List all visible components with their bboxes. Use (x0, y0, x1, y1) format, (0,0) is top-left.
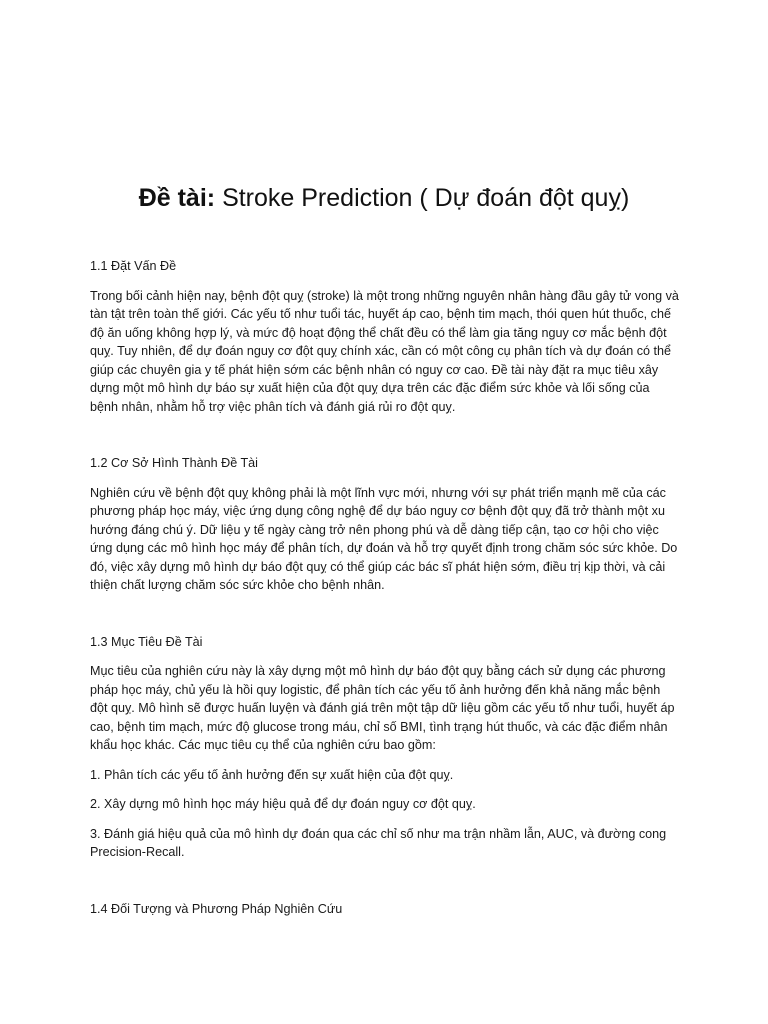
objective-item: 2. Xây dựng mô hình học máy hiệu quả để dự đoán nguy cơ đột quỵ. (90, 797, 476, 811)
section-1-1 (90, 257, 680, 416)
section-heading: 1.4 Đối Tượng và Phương Pháp Nghiên Cứu (90, 901, 343, 916)
section-1-4 (90, 900, 680, 919)
section-1-3 (90, 633, 680, 862)
section-heading: 1.3 Mục Tiêu Đề Tài (90, 634, 203, 649)
objective-item: 3. Đánh giá hiệu quả của mô hình dự đoán qua các chỉ số như ma trận nhầm lẫn, AUC, và đường cong Precision-Recall. (90, 826, 667, 859)
objective-item: 1. Phân tích các yếu tố ảnh hưởng đến sự xuất hiện của đột quỵ. (90, 767, 454, 782)
title-label: Đề tài: (138, 184, 216, 212)
section-paragraph: Mục tiêu của nghiên cứu này là xây dựng một mô hình dự báo đột quỵ bằng cách sử dụng các phương pháp học máy, chủ yếu là hồi quy logistic, để phân tích các yếu tố ảnh hưởng đến khả năng mắc bệnh đột quỵ. Mô hình sẽ được huấn luyện và đánh giá trên một tập dữ liệu gồm các yếu tố như tuổi, huyết áp cao, bệnh tim mạch, mức độ glucose trong máu, chỉ số BMI, tình trạng hút thuốc, và các đặc điểm nhân khẩu học khác. Các mục tiêu cụ thể của nghiên cứu bao gồm: (90, 664, 675, 752)
section-paragraph: Nghiên cứu về bệnh đột quỵ không phải là một lĩnh vực mới, nhưng với sự phát triển mạnh mẽ của các phương pháp học máy, việc ứng dụng công nghệ để dự báo nguy cơ bệnh đột quỵ đã trở thành một xu hướng đáng chú ý. Dữ liệu y tế ngày càng trở nên phong phú và dễ dàng tiếp cận, tạo cơ hội cho việc ứng dụng các mô hình học máy để phân tích, dự đoán và hỗ trợ quyết định trong chăm sóc sức khỏe. Do đó, việc xây dựng mô hình dự báo đột quỵ có thể giúp các bác sĩ phát hiện sớm, điều trị kịp thời, và cải thiện chất lượng chăm sóc sức khỏe cho bệnh nhân. (90, 485, 678, 592)
document-body (90, 257, 680, 918)
section-heading: 1.1 Đặt Vấn Đề (90, 259, 177, 273)
section-heading: 1.2 Cơ Sở Hình Thành Đề Tài (90, 456, 258, 470)
section-1-2 (90, 454, 680, 595)
title-text: Stroke Prediction ( Dự đoán đột quỵ) (222, 184, 630, 212)
section-paragraph: Trong bối cảnh hiện nay, bệnh đột quỵ (stroke) là một trong những nguyên nhân hàng đầu gây tử vong và tàn tật trên toàn thế giới. Các yếu tố như tuổi tác, huyết áp cao, bệnh tim mạch, thói quen hút thuốc, chế độ ăn uống không hợp lý, và mức độ hoạt động thể chất đều có thể làm gia tăng nguy cơ mắc bệnh đột quỵ. Tuy nhiên, để dự đoán nguy cơ đột quỵ chính xác, cần có một công cụ phân tích và dự đoán có thể giúp các chuyên gia y tế phát hiện sớm các bệnh nhân có nguy cơ cao. Đề tài này đặt ra mục tiêu xây dựng một mô hình dự báo sự xuất hiện của đột quỵ dựa trên các đặc điểm sức khỏe và lối sống của bệnh nhân, nhằm hỗ trợ việc phân tích và đánh giá rủi ro đột quỵ. (90, 288, 679, 414)
document-title (0, 181, 768, 215)
